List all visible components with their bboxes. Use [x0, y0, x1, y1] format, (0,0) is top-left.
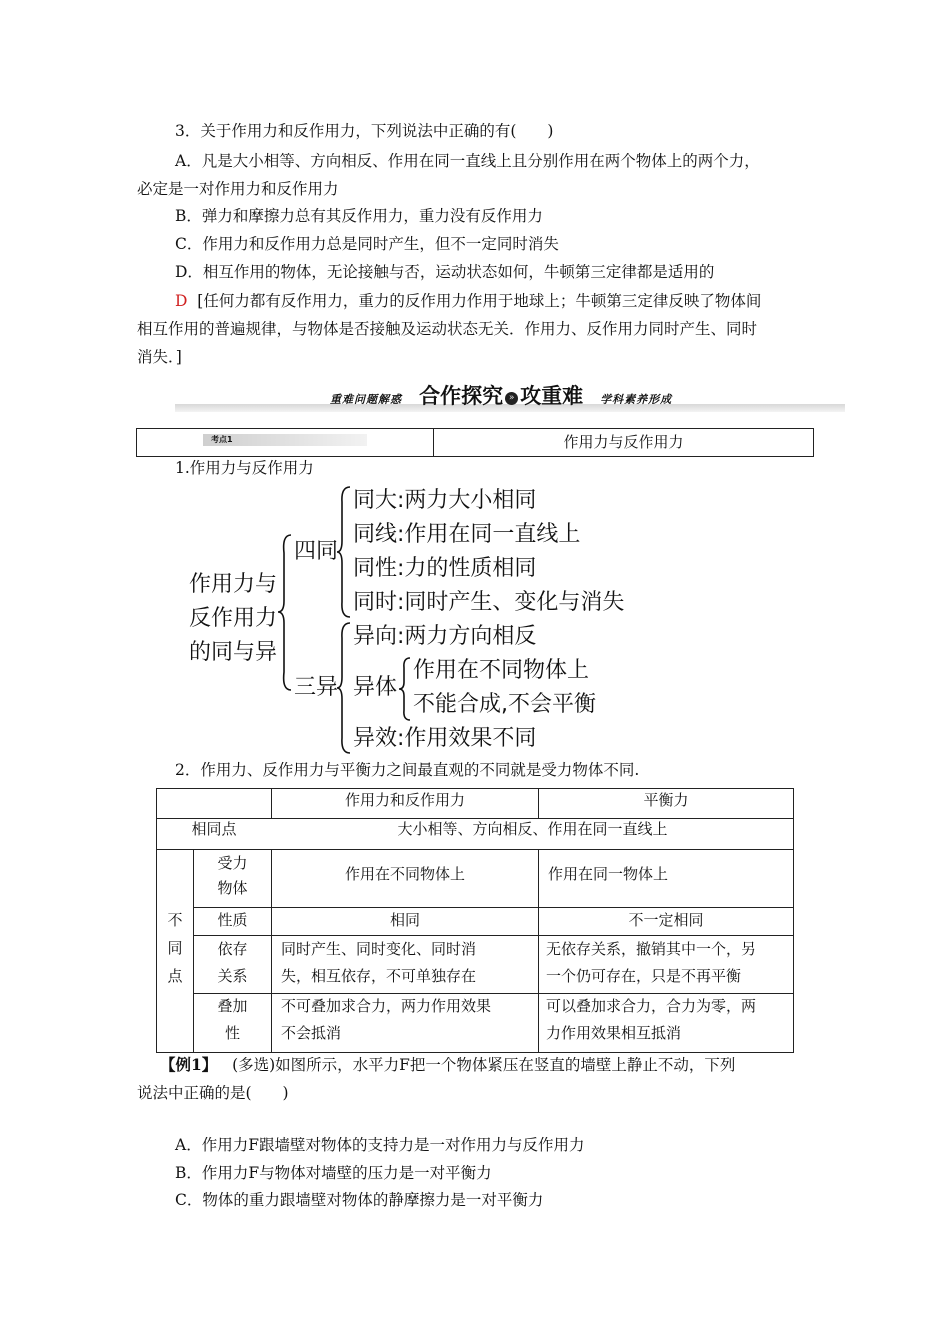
example-tag: 【例1】 — [160, 1055, 218, 1074]
diagram-sub-2: 不能合成,不会平衡 — [413, 692, 596, 717]
comparison-table — [156, 788, 794, 1053]
cell-a: 同时产生、同时变化、同时消 — [281, 940, 477, 958]
same-value: 大小相等、方向相反、作用在同一直线上 — [397, 820, 668, 838]
topic-title: 作用力与反作用力 — [563, 433, 684, 451]
row-name: 性 — [224, 1024, 240, 1042]
brace-group2 — [337, 623, 351, 753]
example-line2: 说法中正确的是( ) — [137, 1084, 289, 1102]
example-option-c: C．物体的重力跟墙壁对物体的静摩擦力是一对平衡力 — [175, 1191, 544, 1209]
topic-badge: 考点1 — [203, 434, 367, 446]
diff-label-2: 同 — [167, 939, 183, 957]
cell-a: 相同 — [389, 911, 420, 929]
cell-b: 力作用效果相互抵消 — [546, 1024, 682, 1042]
banner-title-b: 攻重难 — [520, 384, 584, 408]
answer-line1 — [175, 291, 761, 311]
arrow-icon: » — [505, 392, 518, 405]
row-name: 关系 — [217, 967, 248, 985]
section-heading-2: 2．作用力、反作用力与平衡力之间最直观的不同就是受力物体不同. — [175, 761, 640, 779]
diagram-sub-1: 作用在不同物体上 — [413, 658, 590, 683]
answer-text: [任何力都有反作用力，重力的反作用力作用于地球上；牛顿第三定律反映了物体间 — [197, 292, 762, 310]
cell-b: 可以叠加求合力，合力为零，两 — [546, 997, 757, 1015]
cell-a: 不会抵消 — [281, 1024, 342, 1042]
brace-yiti — [399, 658, 411, 720]
diagram-item-tongxing: 同性:力的性质相同 — [353, 556, 537, 581]
cell-b: 一个仍可存在，只是不再平衡 — [546, 967, 742, 985]
diagram-root-line2: 反作用力 — [189, 606, 278, 631]
same-label: 相同点 — [191, 820, 237, 838]
example-text: (多选)如图所示，水平力F把一个物体紧压在竖直的墙壁上静止不动，下列 — [232, 1056, 736, 1074]
row-name: 叠加 — [217, 997, 248, 1015]
diagram-group1: 四同 — [294, 539, 339, 564]
diagram-item-yixiang: 异向:两力方向相反 — [353, 624, 537, 649]
row-name: 性质 — [217, 911, 248, 929]
diff-label-1: 不 — [167, 911, 183, 929]
example-option-a: A．作用力F跟墙壁对物体的支持力是一对作用力与反作用力 — [175, 1136, 585, 1154]
section-heading-1: 1.作用力与反作用力 — [175, 459, 314, 477]
example-line1 — [160, 1055, 735, 1075]
diagram-item-tongda: 同大:两力大小相同 — [353, 488, 537, 513]
section-banner — [330, 380, 672, 410]
banner-left: 重难问题解惑 — [330, 393, 402, 406]
brace-root — [278, 535, 292, 690]
diagram-group2: 三异 — [294, 675, 339, 700]
answer-line3: 消失．] — [137, 348, 182, 366]
banner-right: 学科素养形成 — [600, 393, 673, 406]
option-a-line1: A．凡是大小相等、方向相反、作用在同一直线上且分别作用在两个物体上的两个力， — [175, 152, 760, 170]
diff-label-3: 点 — [167, 967, 183, 985]
example-option-b: B．作用力F与物体对墙壁的压力是一对平衡力 — [175, 1164, 492, 1182]
diagram-root-line3: 的同与异 — [189, 640, 278, 665]
cell-a: 作用在不同物体上 — [344, 865, 465, 883]
diagram-item-yiti: 异体 — [353, 675, 398, 700]
option-a-line2: 必定是一对作用力和反作用力 — [137, 180, 339, 198]
banner-title-a: 合作探究 — [419, 384, 504, 408]
answer-line2: 相互作用的普遍规律，与物体是否接触及运动状态无关．作用力、反作用力同时产生、同时 — [137, 320, 758, 338]
topic-header — [136, 428, 814, 457]
cell-a: 失，相互依存，不可单独存在 — [281, 967, 477, 985]
diagram-item-tongxian: 同线:作用在同一直线上 — [353, 522, 581, 547]
diagram-item-tongshi: 同时:同时产生、变化与消失 — [353, 590, 625, 615]
table-header-col2: 平衡力 — [643, 791, 689, 809]
option-b: B．弹力和摩擦力总有其反作用力，重力没有反作用力 — [175, 207, 543, 225]
cell-a: 不可叠加求合力，两力作用效果 — [281, 997, 492, 1015]
cell-b: 无依存关系，撤销其中一个，另 — [546, 940, 757, 958]
cell-b: 作用在同一物体上 — [548, 865, 669, 883]
answer-letter: D — [175, 292, 188, 310]
diagram-item-yixiao: 异效:作用效果不同 — [353, 726, 537, 751]
diagram-root-line1: 作用力与 — [189, 572, 278, 597]
cell-b: 不一定相同 — [628, 911, 704, 929]
option-d: D．相互作用的物体，无论接触与否，运动状态如何，牛顿第三定律都是适用的 — [175, 263, 715, 281]
row-name: 受力 — [217, 854, 248, 872]
row-name: 依存 — [217, 940, 248, 958]
table-header-col1: 作用力和反作用力 — [344, 791, 465, 809]
option-c: C．作用力和反作用力总是同时产生，但不一定同时消失 — [175, 235, 559, 253]
row-name: 物体 — [217, 879, 248, 897]
brace-group1 — [337, 487, 351, 617]
question-stem: 3．关于作用力和反作用力，下列说法中正确的有( ) — [175, 122, 554, 140]
